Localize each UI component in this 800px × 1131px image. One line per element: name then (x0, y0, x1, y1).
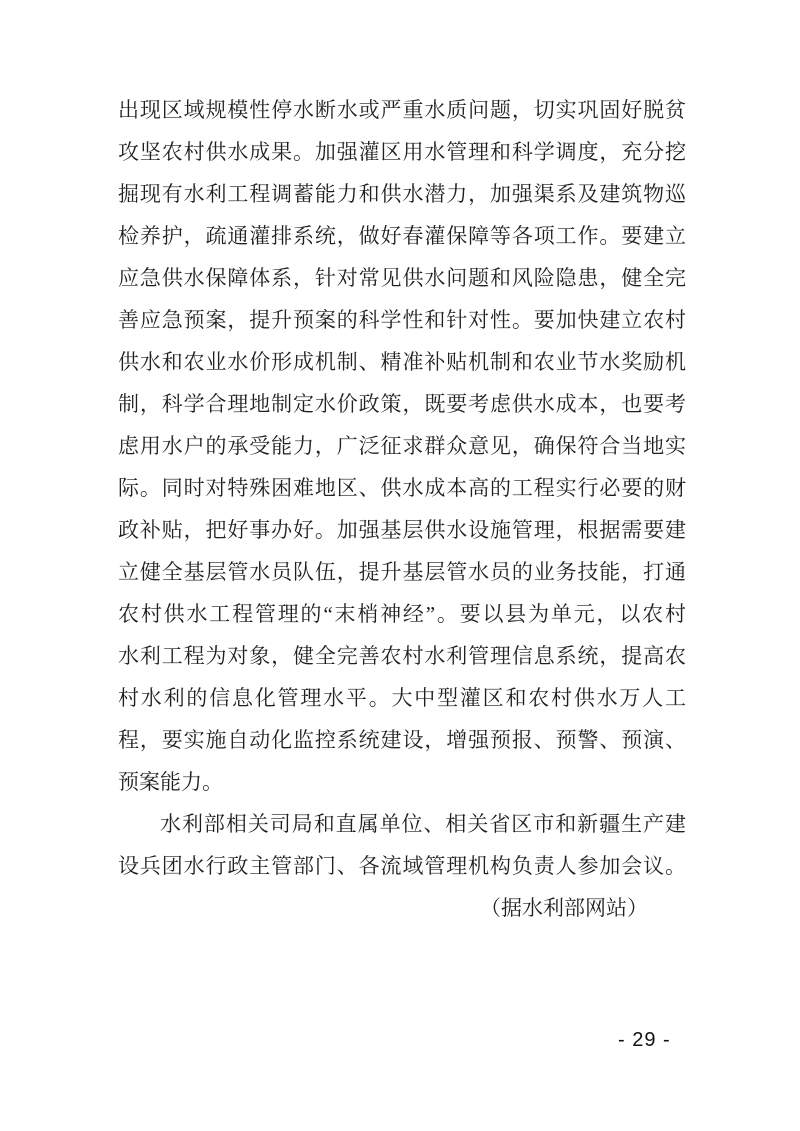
text-line: 政补贴，把好事办好。加强基层供水设施管理，根据需要建 (118, 518, 686, 542)
text-line: 善应急预案，提升预案的科学性和针对性。要加快建立农村 (118, 308, 686, 332)
text-line: 水利部相关司局和直属单位、相关省区市和新疆生产建 (160, 812, 686, 836)
paragraph-1 (118, 89, 686, 803)
text-line: 检养护，疏通灌排系统，做好春灌保障等各项工作。要建立 (118, 224, 686, 248)
text-line: 际。同时对特殊困难地区、供水成本高的工程实行必要的财 (118, 476, 686, 500)
page-number: - 29 - (618, 1029, 671, 1051)
text-line: 程，要实施自动化监控系统建设，增强预报、预警、预演、 (118, 728, 686, 752)
text-line: 水利工程为对象，健全完善农村水利管理信息系统，提高农 (118, 644, 686, 668)
text-line: 预案能力。 (118, 770, 223, 794)
text-line: 出现区域规模性停水断水或严重水质问题，切实巩固好脱贫 (118, 98, 686, 122)
text-line: 掘现有水利工程调蓄能力和供水潜力，加强渠系及建筑物巡 (118, 182, 686, 206)
text-line: 应急供水保障体系，针对常见供水问题和风险隐患，健全完 (118, 266, 686, 290)
text-line: 立健全基层管水员队伍，提升基层管水员的业务技能，打通 (118, 560, 686, 584)
text-line: 村水利的信息化管理水平。大中型灌区和农村供水万人工 (118, 686, 686, 710)
attribution-line: （据水利部网站） (480, 896, 648, 920)
paragraph-2 (118, 803, 686, 887)
text-line: 攻坚农村供水成果。加强灌区用水管理和科学调度，充分挖 (118, 140, 686, 164)
text-line: 虑用水户的承受能力，广泛征求群众意见，确保符合当地实 (118, 434, 686, 458)
text-line: 供水和农业水价形成机制、精准补贴机制和农业节水奖励机 (118, 350, 686, 374)
text-line: 设兵团水行政主管部门、各流域管理机构负责人参加会议。 (118, 854, 686, 878)
text-line: 制，科学合理地制定水价政策，既要考虑供水成本，也要考 (118, 392, 686, 416)
text-line: 农村供水工程管理的“末梢神经”。要以县为单元，以农村 (118, 602, 686, 626)
body-text-block (118, 89, 686, 929)
